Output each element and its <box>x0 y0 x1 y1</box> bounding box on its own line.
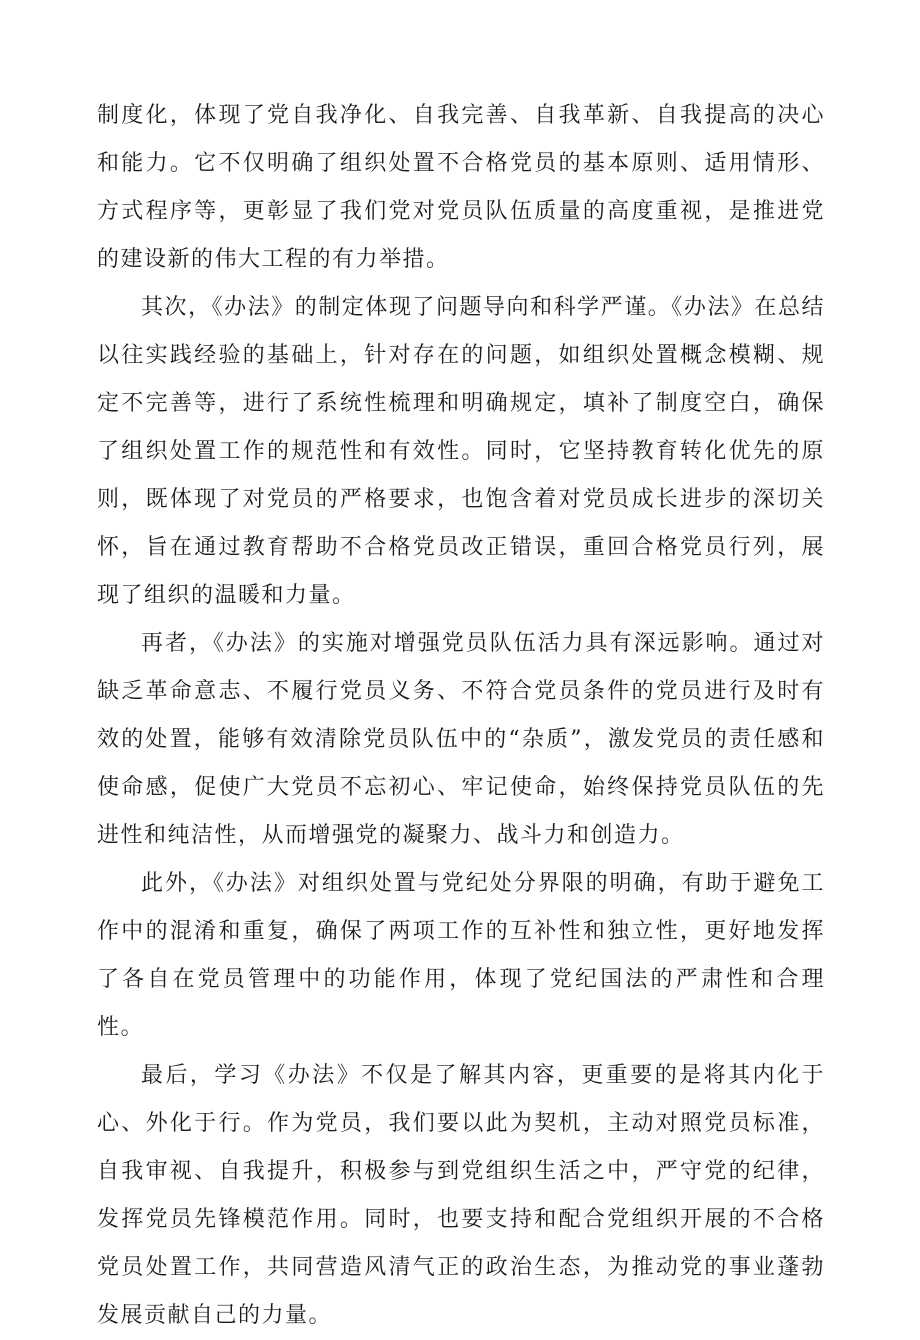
paragraph-furthermore: 再者，《办法》的实施对增强党员队伍活力具有深远影响。通过对缺乏革命意志、不履行党员义务、不符合党员条件的党员进行及时有效的处置，能够有效清除党员队伍中的“杂质”，激发党员的责任感和使命感，促使广大党员不忘初心、牢记使命，始终保持党员队伍的先进性和纯洁性，从而增强党的凝聚力、战斗力和创造力。 <box>97 631 825 848</box>
paragraph-in-addition: 此外，《办法》对组织处置与党纪处分界限的明确，有助于避免工作中的混淆和重复，确保了两项工作的互补性和独立性，更好地发挥了各自在党员管理中的功能作用，体现了党纪国法的严肃性和合理性。 <box>97 871 825 1040</box>
paragraph-continuation: 制度化，体现了党自我净化、自我完善、自我革新、自我提高的决心和能力。它不仅明确了组织处置不合格党员的基本原则、适用情形、方式程序等，更彰显了我们党对党员队伍质量的高度重视，是推进党的建设新的伟大工程的有力举措。 <box>97 103 825 272</box>
document-body <box>97 92 825 1340</box>
paragraph-secondly: 其次，《办法》的制定体现了问题导向和科学严谨。《办法》在总结以往实践经验的基础上，针对存在的问题，如组织处置概念模糊、规定不完善等，进行了系统性梳理和明确规定，填补了制度空白，确保了组织处置工作的规范性和有效性。同时，它坚持教育转化优先的原则，既体现了对党员的严格要求，也饱含着对党员成长进步的深切关怀，旨在通过教育帮助不合格党员改正错误，重回合格党员行列，展现了组织的温暖和力量。 <box>97 295 825 608</box>
paragraph-finally: 最后，学习《办法》不仅是了解其内容，更重要的是将其内化于心、外化于行。作为党员，我们要以此为契机，主动对照党员标准，自我审视、自我提升，积极参与到党组织生活之中，严守党的纪律，发挥党员先锋模范作用。同时，也要支持和配合党组织开展的不合格党员处置工作，共同营造风清气正的政治生态，为推动党的事业蓬勃发展贡献自己的力量。 <box>97 1063 825 1328</box>
